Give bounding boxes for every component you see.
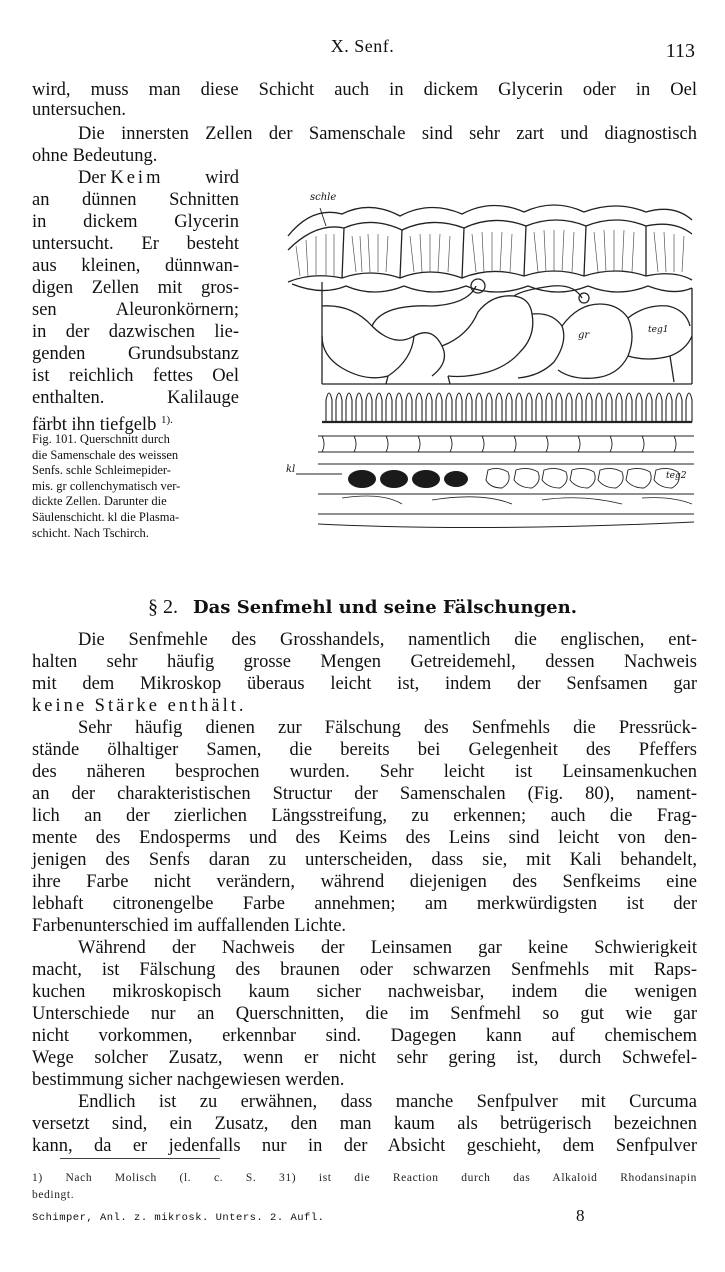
text-line: Sehr häufig dienen zur Fälschung des Senfmehls die Pressrück- [78,718,697,738]
text-line: Endlich ist zu erwähnen, dass manche Senfpulver mit Curcuma [78,1092,697,1112]
term-keim: Keim [110,168,164,188]
text-line: kuchen mikroskopisch kaum sicher nachweisbar, indem die wenigen [32,982,697,1002]
text-line: aus kleinen, dünnwan- [32,256,239,276]
printer-imprint: Schimper, Anl. z. mikrosk. Unters. 2. Aufl. [32,1212,325,1224]
keim-first-line: Der Keim wird [78,168,239,188]
text-line: nicht vorkommen, erkennbar sind. Dagegen kann auf chemischem [32,1026,697,1046]
text-line: lich an der zierlichen Längsstreifung, zu erkennen; auch die Frag- [32,806,697,826]
footnote [32,1170,697,1204]
text-line: lebhaft citronengelbe Farbe annehmen; am merkwürdigsten ist der [32,894,697,914]
running-header: X. Senf. [330,36,395,56]
label-gr: gr [578,330,590,341]
footnote-ref: 1). [160,414,173,426]
text-line: digen Zellen mit gros- [32,278,239,298]
text-line: an der charakteristischen Structur der Samenschalen (Fig. 80), nament- [32,784,697,804]
text-line: Wege solcher Zusatz, wenn er nicht sehr gering ist, durch Schwefel- [32,1048,697,1068]
text-line: jenigen des Senfs daran zu unterscheiden, dass sie, mit Kali behandelt, [32,850,697,870]
text-line: färbt ihn tiefgelb $^{1).}$ [32,414,173,436]
text-line: kann, da er jedenfalls nur in der Absicht geschieht, dem Senfpulver [32,1136,697,1156]
page-number: 113 [665,40,695,62]
footnote-line: bedingt. [32,1189,75,1201]
footnote-line: 1) Nach Molisch (l. c. S. 31) ist die Reaction durch das Alkaloid Rhodansinapin [32,1172,697,1184]
text-line: mente des Endosperms und des Keims des Leins sind leicht von den- [32,828,697,848]
text-line: ohne Bedeutung. [32,146,158,166]
section-number: § 2. [148,596,179,618]
label-kl: kl [286,464,296,475]
text-line: sen Aleuronkörnern; [32,300,239,320]
text-line: in der dazwischen lie- [32,322,239,342]
section-title: Das Senfmehl und seine Fälschungen. [193,597,577,618]
label-schle: schle [310,192,337,203]
signature-mark: 8 [576,1206,585,1225]
text-line: versetzt sind, ein Zusatz, den man kaum als betrügerisch bezeichnen [32,1114,697,1134]
text-line: Während der Nachweis der Leinsamen gar keine Schwierigkeit [78,938,697,958]
text-line: macht, ist Fälschung des braunen oder schwarzen Senfmehls mit Raps- [32,960,697,980]
label-teg1: teg1 [648,325,669,335]
text-line: bestimmung sicher nachgewiesen werden. [32,1070,345,1090]
text-line: Die innersten Zellen der Samenschale sind sehr zart und diagnostisch [78,124,697,144]
text-line: untersucht. Er besteht [32,234,239,254]
label-teg2: teg2 [666,471,687,481]
seed-coat-cross-section-figure [282,186,698,536]
text-line: ihre Farbe nicht verändern, während diejenigen des Senfkeims eine [32,872,697,892]
text-line: keine Stärke enthält. [32,696,247,716]
footnote-divider [60,1158,220,1159]
text-line: des näheren besprochen wurden. Sehr leicht ist Leinsamenkuchen [32,762,697,782]
text-line: wird, muss man diese Schicht auch in dickem Glycerin oder in Oel [32,80,697,100]
text-line: Unterschiede nur an Querschnitten, die im Senfmehl so gut wie gar [32,1004,697,1024]
figure-caption: Fig. 101. Querschnitt durch die Samenschale des weissen Senfs. schle Schleimepider- mis. gr collenchymatisch ver- dickte Zellen. Darunter die Säulenschicht. kl die Plasma- schicht. Nach Tschirch. [32,432,181,540]
text-line: Farbenunterschied im auffallenden Lichte. [32,916,347,936]
text-line: untersuchen. [32,100,127,120]
text-line: halten sehr häufig grosse Mengen Getreidemehl, dessen Nachweis [32,652,697,672]
text-line: Die Senfmehle des Grosshandels, namentlich die englischen, ent- [78,630,697,650]
text-line: stände ölhaltiger Samen, die bereits bei Gelegenheit des Pfeffers [32,740,697,760]
text-line: genden Grundsubstanz [32,344,239,364]
text-line: ist reichlich fettes Oel [32,366,239,386]
text-line: in dickem Glycerin [32,212,239,232]
text-line: an dünnen Schnitten [32,190,239,210]
section-heading [0,596,725,619]
text-line: mit dem Mikroskop überaus leicht ist, indem der Senfsamen gar [32,674,697,694]
text-line: enthalten. Kalilauge [32,388,239,408]
